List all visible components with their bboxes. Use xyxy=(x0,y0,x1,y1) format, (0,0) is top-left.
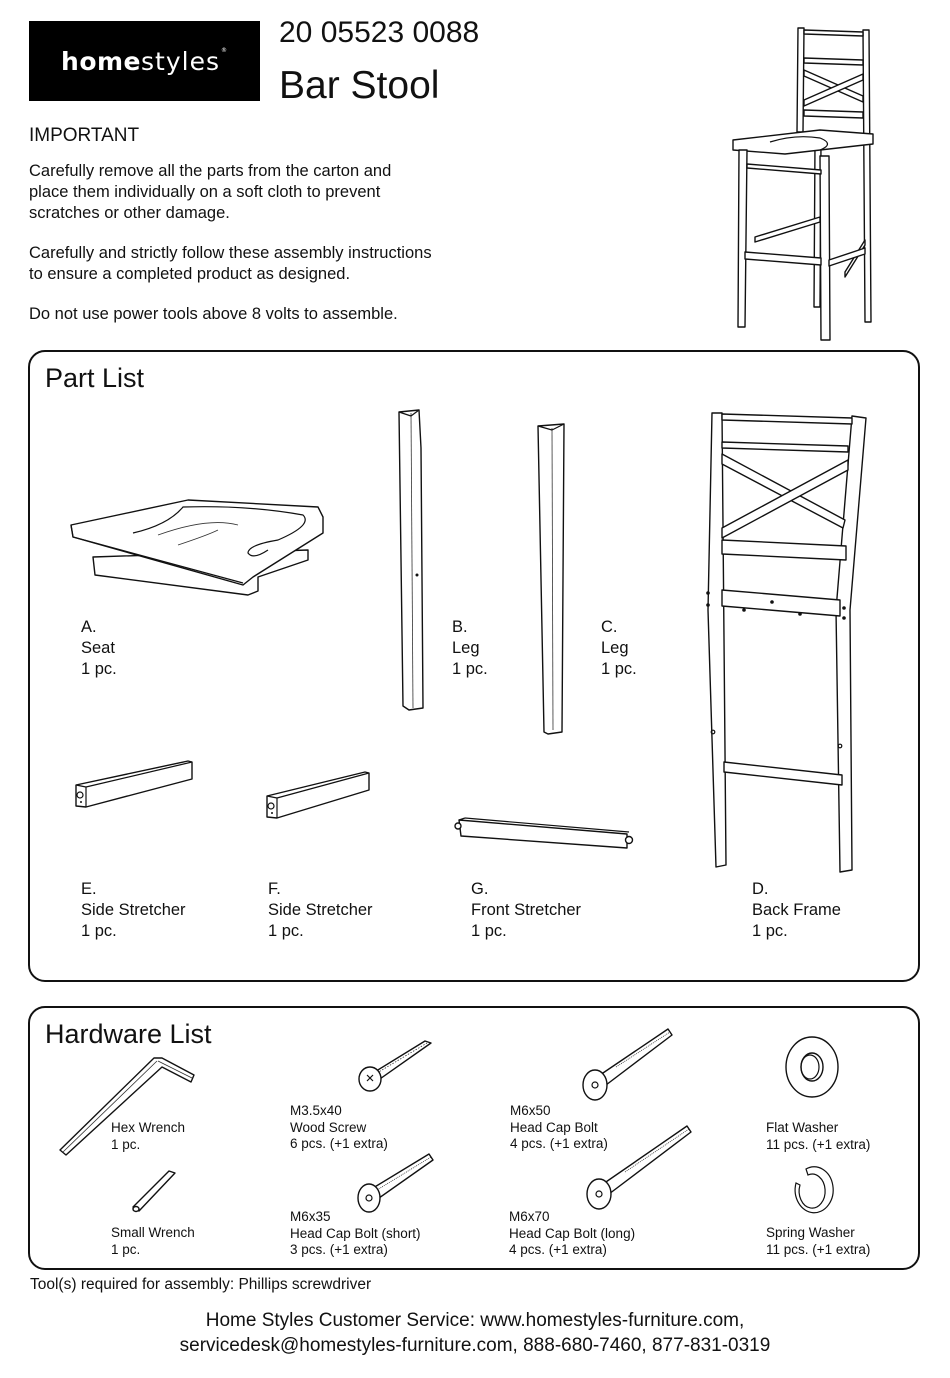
hardware-qty: 11 pcs. (+1 extra) xyxy=(766,1136,871,1152)
bar-stool-illustration-icon xyxy=(725,22,875,347)
side-stretcher-icon xyxy=(265,770,371,822)
hardware-spec: M6x35 xyxy=(290,1209,331,1224)
hardware-qty: 4 pcs. (+1 extra) xyxy=(509,1242,607,1257)
part-qty: 1 pc. xyxy=(81,660,117,678)
hardware-qty: 11 pcs. (+1 extra) xyxy=(766,1241,871,1257)
text-line: to ensure a completed product as designed. xyxy=(29,265,351,283)
side-stretcher-icon xyxy=(74,759,194,811)
part-name: Leg xyxy=(452,639,480,657)
part-name: Leg xyxy=(601,639,629,657)
hardware-spec: M6x50 xyxy=(510,1103,551,1118)
part-label-e xyxy=(81,879,186,942)
part-label-c xyxy=(601,617,637,680)
hardware-label-flat-washer xyxy=(766,1120,870,1153)
part-letter: A. xyxy=(81,618,97,636)
hardware-qty: 1 pc. xyxy=(111,1136,141,1152)
hardware-name: Head Cap Bolt (long) xyxy=(509,1225,636,1241)
hardware-name: Hex Wrench xyxy=(111,1120,186,1135)
part-label-b xyxy=(452,617,488,680)
text-line: Do not use power tools above 8 volts to assemble. xyxy=(29,305,398,323)
customer-service-line-2: servicedesk@homestyles-furniture.com, 888-680-7460, 877-831-0319 xyxy=(179,1335,771,1356)
part-letter: B. xyxy=(452,618,468,636)
hardware-list-title: Hardware List xyxy=(45,1019,212,1049)
part-list-title: Part List xyxy=(45,363,145,393)
hardware-label-spring-washer xyxy=(766,1225,870,1258)
bolt-icon xyxy=(580,1025,675,1105)
hardware-name: Head Cap Bolt (short) xyxy=(290,1225,421,1241)
important-paragraph-2 xyxy=(29,243,469,285)
part-qty: 1 pc. xyxy=(81,922,117,940)
text-line: Carefully and strictly follow these assembly instructions xyxy=(29,244,432,262)
hardware-qty: 4 pcs. (+1 extra) xyxy=(510,1136,608,1151)
text-line: Carefully remove all the parts from the carton and xyxy=(29,162,392,180)
wood-screw-icon xyxy=(355,1035,435,1095)
hardware-name: Flat Washer xyxy=(766,1120,839,1135)
small-wrench-icon xyxy=(131,1167,179,1215)
leg-icon xyxy=(397,408,429,710)
hardware-label-small-wrench xyxy=(111,1225,195,1258)
important-paragraph-1 xyxy=(29,161,469,224)
part-qty: 1 pc. xyxy=(452,660,488,678)
part-label-f xyxy=(268,879,373,942)
back-frame-icon xyxy=(700,410,870,872)
hardware-name: Head Cap Bolt xyxy=(510,1119,598,1135)
hardware-name: Wood Screw xyxy=(290,1119,367,1135)
important-paragraph-3 xyxy=(29,304,469,325)
hardware-qty: 3 pcs. (+1 extra) xyxy=(290,1242,388,1257)
part-name: Front Stretcher xyxy=(471,901,582,919)
part-letter: C. xyxy=(601,618,618,636)
seat-icon xyxy=(68,495,324,595)
part-label-d xyxy=(752,879,841,942)
part-name: Seat xyxy=(81,639,115,657)
part-qty: 1 pc. xyxy=(268,922,304,940)
registered-mark: ® xyxy=(220,46,228,54)
text-line: scratches or other damage. xyxy=(29,204,230,222)
hardware-qty: 1 pc. xyxy=(111,1241,141,1257)
part-label-a xyxy=(81,617,117,680)
part-letter: F. xyxy=(268,880,281,898)
hardware-qty: 6 pcs. (+1 extra) xyxy=(290,1136,388,1151)
part-name: Side Stretcher xyxy=(81,901,186,919)
bolt-icon xyxy=(355,1150,435,1215)
part-letter: E. xyxy=(81,880,97,898)
document-number: 20 05523 0088 xyxy=(279,16,480,49)
customer-service-line-1: Home Styles Customer Service: www.homestyles-furniture.com, xyxy=(205,1310,745,1331)
hardware-label-bolt-long xyxy=(509,1209,635,1259)
important-heading: IMPORTANT xyxy=(29,125,140,146)
flat-washer-icon xyxy=(783,1035,841,1099)
bolt-icon xyxy=(585,1122,695,1212)
tools-required-note: Tool(s) required for assembly: Phillips screwdriver xyxy=(30,1276,372,1293)
hardware-name: Small Wrench xyxy=(111,1225,195,1240)
hardware-label-bolt-short xyxy=(290,1209,421,1259)
part-name: Side Stretcher xyxy=(268,901,373,919)
front-stretcher-icon xyxy=(455,816,635,854)
part-qty: 1 pc. xyxy=(601,660,637,678)
part-letter: D. xyxy=(752,880,769,898)
brand-light: styles xyxy=(141,46,220,76)
part-letter: G. xyxy=(471,880,489,898)
hardware-label-wood-screw xyxy=(290,1103,388,1153)
part-label-g xyxy=(471,879,581,942)
page-title: Bar Stool xyxy=(279,64,440,107)
part-name: Back Frame xyxy=(752,901,841,919)
part-qty: 1 pc. xyxy=(471,922,507,940)
brand-wordmark xyxy=(61,47,228,76)
hardware-spec: M3.5x40 xyxy=(290,1103,342,1118)
hardware-label-hex-wrench xyxy=(111,1120,185,1153)
spring-washer-icon xyxy=(792,1163,836,1215)
brand-logo xyxy=(29,21,260,101)
leg-icon xyxy=(536,422,568,736)
text-line: place them individually on a soft cloth to prevent xyxy=(29,183,381,201)
hardware-spec: M6x70 xyxy=(509,1209,550,1224)
brand-bold: home xyxy=(61,46,141,76)
part-qty: 1 pc. xyxy=(752,922,788,940)
hardware-name: Spring Washer xyxy=(766,1225,855,1240)
